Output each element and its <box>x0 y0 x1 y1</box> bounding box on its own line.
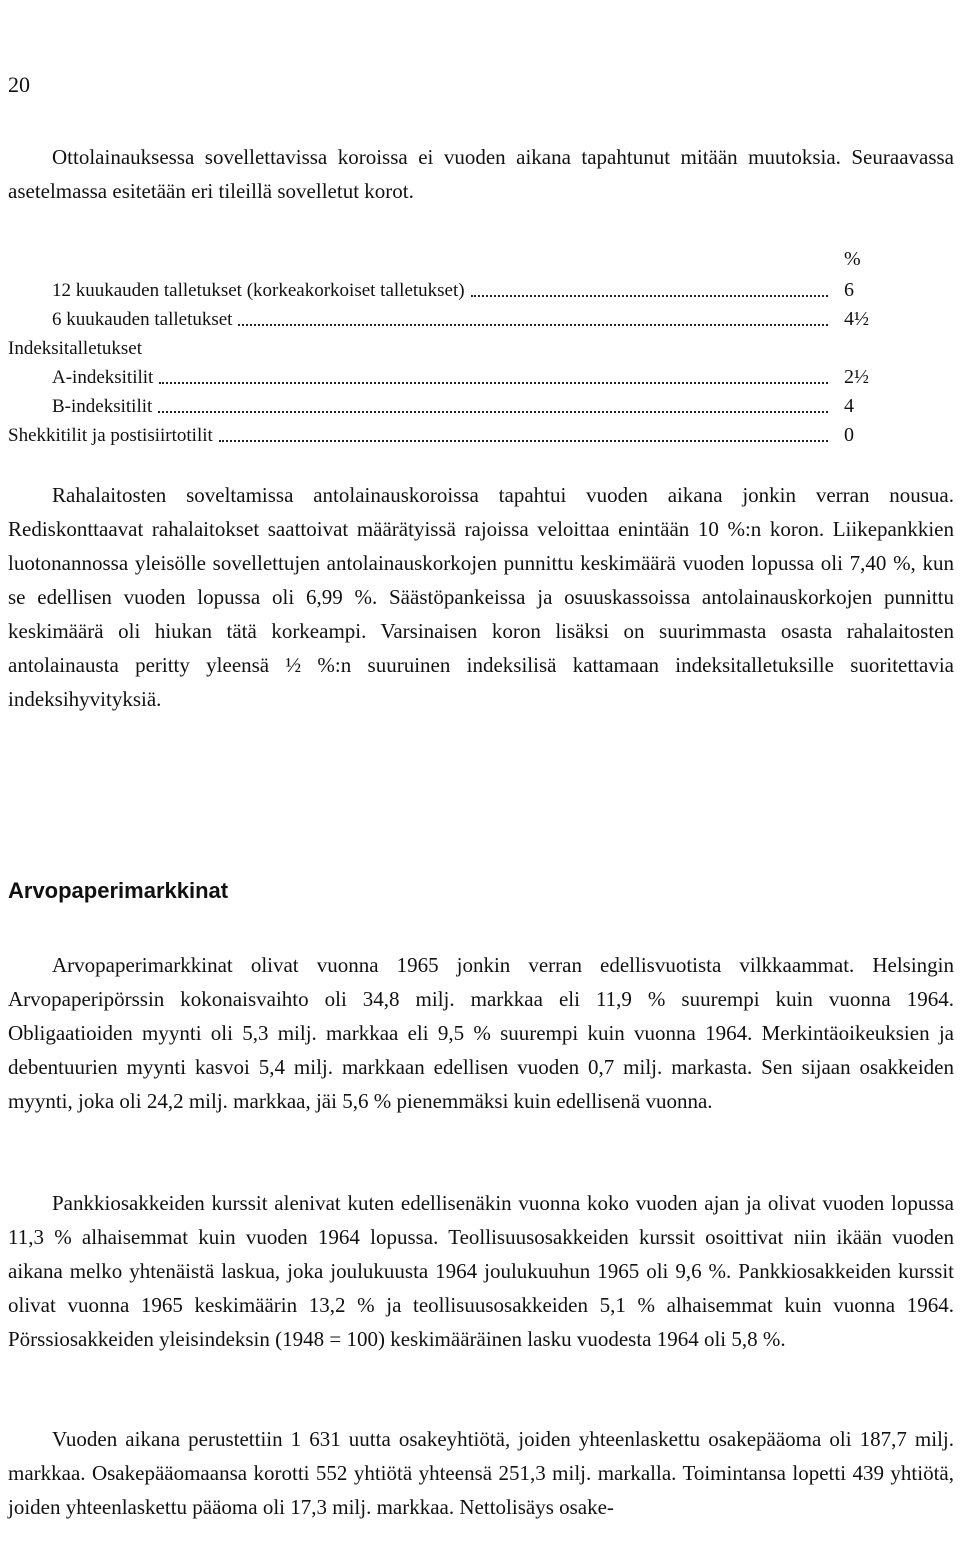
rate-value: 0 <box>844 424 854 446</box>
dot-leader <box>471 295 828 297</box>
rate-label: Indeksitalletukset <box>8 334 146 363</box>
dot-leader <box>158 411 828 413</box>
intro-paragraph: Ottolainauksessa sovellettavissa koroissa ei vuoden aikana tapahtunut mitään muutoksia. Seuraavassa asetelmassa esitetään eri tileillä sovelletut korot. <box>8 145 954 203</box>
interest-rate-table <box>8 248 954 450</box>
rate-label: A-indeksitilit <box>52 363 157 392</box>
rate-label: 12 kuukauden talletukset (korkeakorkoiset talletukset) <box>52 276 469 305</box>
dot-leader <box>219 440 828 442</box>
dot-leader <box>238 324 828 326</box>
rate-value: 4 <box>844 395 854 417</box>
rate-label: Shekkitilit ja postisiirtotilit <box>8 421 217 450</box>
securities-paragraph-1: Arvopaperimarkkinat olivat vuonna 1965 jonkin verran edellisvuotista vilkkaammat. Helsingin Arvopaperipörssin kokonaisvaihto oli 34,8 milj. markkaa eli 11,9 % suurempi kuin vuonna 1964. Obligaatioiden myynti oli 5,3 milj. markkaa eli 9,5 % suurempi kuin vuonna 1964. Merkintäoikeuksien ja debentuurien myynti kasvoi 5,4 milj. markkaan edellisen vuoden 0,7 milj. markasta. Sen sijaan osakkeiden myynti, joka oli 24,2 milj. markkaa, jäi 5,6 % pienemmäksi kuin edellisenä vuonna. <box>8 953 954 1113</box>
rate-label: B-indeksitilit <box>52 392 156 421</box>
rate-row <box>8 363 954 392</box>
dot-leader <box>159 382 828 384</box>
rate-row <box>8 392 954 421</box>
rate-rows <box>8 276 954 450</box>
rate-row <box>8 421 954 450</box>
rate-row <box>8 334 954 363</box>
section-heading: Arvopaperimarkkinat <box>8 878 229 903</box>
rate-value: 6 <box>844 279 854 301</box>
securities-paragraph-2: Pankkiosakkeiden kurssit alenivat kuten edellisenäkin vuonna koko vuoden ajan ja olivat vuoden lopussa 11,3 % alhaisemmat kuin vuoden 1964 lopussa. Teollisuusosakkeiden kurssit osoittivat niin ikään vuoden aikana melko yhtenäistä laskua, joka joulukuusta 1964 joulukuuhun 1965 oli 9,6 %. Pankkiosakkeiden kurssit olivat vuonna 1965 keskimäärin 13,2 % ja teollisuusosakkeiden 5,1 % alhaisemmat kuin vuonna 1964. Pörssiosakkeiden yleisindeksin (1948 = 100) keskimääräinen lasku vuodesta 1964 oli 5,8 %. <box>8 1191 954 1351</box>
rate-row <box>8 305 954 334</box>
page-number: 20 <box>8 72 30 97</box>
percent-unit-label: % <box>844 248 861 270</box>
rate-row <box>8 276 954 305</box>
securities-paragraph-3: Vuoden aikana perustettiin 1 631 uutta osakeyhtiötä, joiden yhteenlaskettu osakepääoma oli 187,7 milj. markkaa. Osakepääomaansa korotti 552 yhtiötä yhteensä 251,3 milj. markalla. Toimintansa lopetti 439 yhtiötä, joiden yhteenlaskettu pääoma oli 17,3 milj. markkaa. Nettolisäys osake- <box>8 1427 954 1519</box>
rate-unit-header <box>8 248 954 276</box>
rate-value: 2½ <box>844 366 869 388</box>
rate-value: 4½ <box>844 308 869 330</box>
rate-label: 6 kuukauden talletukset <box>52 305 236 334</box>
bank-rates-paragraph: Rahalaitosten soveltamissa antolainauskoroissa tapahtui vuoden aikana jonkin verran nousua. Rediskonttaavat rahalaitokset saattoivat määrätyissä rajoissa veloittaa enintään 10 %:n koron. Liikepankkien luotonannossa yleisölle sovellettujen antolainauskorkojen punnittu keskimäärä vuoden lopussa oli 7,40 %, kun se edellisen vuoden lopussa oli 6,99 %. Säästöpankeissa ja osuuskassoissa antolainauskorkojen punnittu keskimäärä oli hiukan tätä korkeampi. Varsinaisen koron lisäksi on suurimmasta osasta rahalaitosten antolainausta peritty yleensä ½ %:n suuruinen indeksilisä kattamaan indeksitalletuksille suoritettavia indeksihyvityksiä. <box>8 483 954 711</box>
